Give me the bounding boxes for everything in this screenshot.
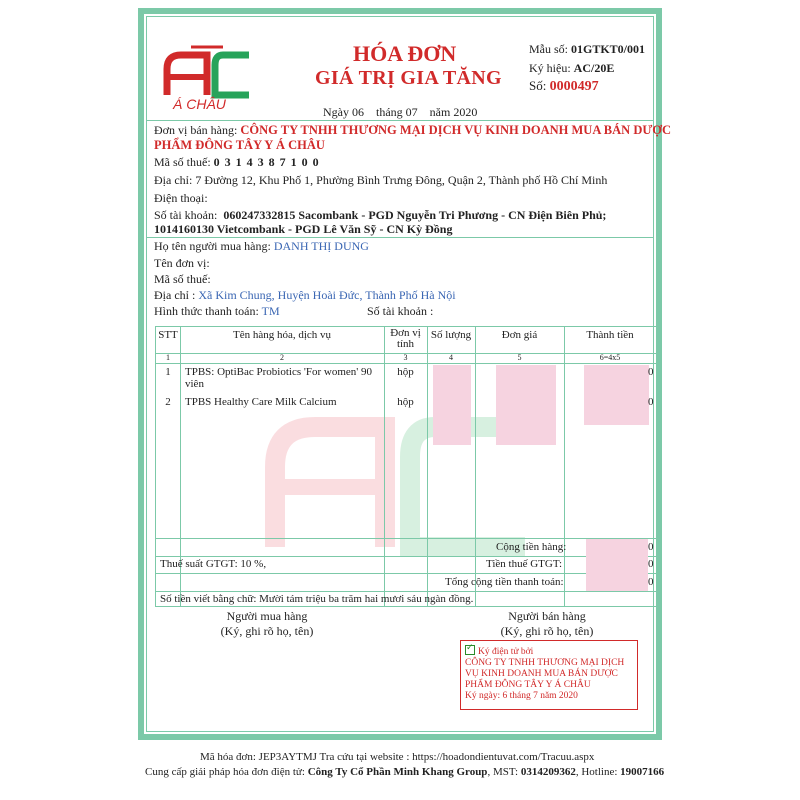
divider: [147, 237, 653, 238]
signed-by: ✓Ký điện tử bởi: [465, 644, 633, 658]
buyer-signature-title: Người mua hàng: [226, 609, 308, 623]
buyer-unit: Tên đơn vị:: [154, 256, 210, 270]
invoice-lookup-footer: Mã hóa đơn: JEP3AYTMJ Tra cứu tại website : https://hoadondientuvat.com/Tracuu.aspx: [200, 751, 595, 763]
table-row-stt: 1: [165, 366, 171, 378]
signer-line: CÔNG TY TNHH THƯƠNG MẠI DỊCH: [465, 658, 625, 668]
form-number: Mẫu số: 01GTKT0/001: [529, 42, 646, 56]
invoice-number: Số: 0000497: [529, 78, 599, 94]
total-digit: 0: [648, 541, 654, 553]
total-label: Tổng cộng tiền thanh toán:: [445, 576, 564, 588]
table-row-name: TPBS: OptiBac Probiotics 'For women' 90 viên: [185, 366, 372, 390]
redacted-quantity: [433, 365, 471, 445]
col-amount-header: Thành tiền: [586, 329, 634, 341]
col-name-header: Tên hàng hóa, dịch vụ: [232, 329, 332, 341]
sign-date: Ký ngày: 6 tháng 7 năm 2020: [465, 691, 578, 701]
table-row-name: TPBS Healthy Care Milk Calcium: [185, 396, 337, 408]
provider-footer: Cung cấp giải pháp hóa đơn điện tử: Công Ty Cổ Phần Minh Khang Group, MST: 0314209362, Hotline: 19007166: [145, 766, 665, 778]
buyer-tax-code: Mã số thuế:: [154, 272, 211, 286]
check-icon: [465, 645, 475, 655]
seller-unit-line2: PHẨM ĐÔNG TÂY Y Á CHÂU: [154, 138, 325, 152]
seller-unit: Đơn vị bán hàng: CÔNG TY TNHH THƯƠNG MẠI DỊCH VỤ KINH DOANH MUA BÁN DƯỢC: [154, 123, 672, 137]
seller-phone: Điện thoại:: [154, 191, 208, 205]
total-digit: 0: [648, 576, 654, 588]
seller-signature-title: Người bán hàng: [508, 609, 586, 623]
table-row-stt: 2: [165, 396, 171, 408]
col-index: 1: [166, 353, 170, 362]
col-index: 6=4x5: [599, 353, 621, 362]
logo-text: Á CHÂU: [173, 96, 226, 112]
redacted-unit-price: [496, 365, 556, 445]
seller-tax-code: Mã số thuế: 0 3 1 4 3 8 7 1 0 0: [154, 155, 320, 169]
col-qty-header: Số lượng: [430, 329, 472, 341]
invoice-sheet: [138, 8, 672, 740]
col-index: 2: [280, 353, 284, 362]
col-index: 5: [517, 353, 522, 362]
payment-method: Hình thức thanh toán: TM: [154, 304, 280, 318]
col-index: 4: [449, 353, 453, 362]
seller-address: Địa chỉ: 7 Đường 12, Khu Phố 1, Phường Bình Trưng Đông, Quận 2, Thành phố Hồ Chí Minh: [154, 173, 608, 187]
table-row-unit: hộp: [397, 396, 414, 408]
invoice-subtitle: GIÁ TRỊ GIA TĂNG: [315, 67, 502, 89]
col-index: 3: [403, 353, 408, 362]
vat-rate: Thuế suất GTGT: 10 %,: [160, 558, 267, 570]
invoice-inner-frame: [146, 16, 672, 732]
seller-signature-note: (Ký, ghi rõ họ, tên): [500, 624, 594, 638]
seller-account-line2: 1014160130 Vietcombank - PGD Lê Văn Sỹ - CN Kỳ Đồng: [154, 222, 453, 236]
items-table: [155, 326, 657, 607]
col-stt-header: STT: [158, 329, 178, 341]
col-price-header: Đơn giá: [501, 329, 538, 341]
table-row-unit: hộp: [397, 366, 414, 378]
col-unit-header: Đơn vị tính: [390, 327, 421, 350]
amount-in-words: Số tiền viết bằng chữ: Mười tám triệu ba trăm hai mươi sáu ngàn đồng.: [160, 593, 474, 605]
buyer-account: Số tài khoản :: [367, 304, 434, 318]
buyer-address: Địa chỉ : Xã Kim Chung, Huyện Hoài Đức, Thành Phố Hà Nội: [154, 288, 456, 302]
divider: [147, 120, 653, 121]
signer-line: PHẨM ĐÔNG TÂY Y Á CHÂU: [465, 680, 591, 690]
amount-digit: 0: [648, 366, 654, 378]
vat-amount-label: Tiền thuế GTGT:: [486, 558, 563, 570]
redacted-amount: [584, 365, 649, 425]
amount-digit: 0: [648, 396, 654, 408]
company-logo: [163, 43, 263, 113]
buyer-name: Họ tên người mua hàng: DANH THỊ DUNG: [154, 239, 369, 253]
signer-line: VỤ KINH DOANH MUA BÁN DƯỢC: [465, 669, 618, 679]
seller-account: Số tài khoản: 060247332815 Sacombank - PGD Nguyễn Tri Phương - CN Điện Biên Phủ;: [154, 208, 607, 222]
invoice-date: Ngày 06 tháng 07 năm 2020: [323, 105, 478, 119]
digital-signature-box[interactable]: [460, 640, 638, 710]
buyer-signature-note: (Ký, ghi rõ họ, tên): [220, 624, 314, 638]
invoice-title: HÓA ĐƠN: [353, 41, 457, 66]
total-digit: 0: [648, 558, 654, 570]
redacted-totals: [586, 539, 648, 591]
invoice-symbol: Ký hiệu: AC/20E: [529, 61, 615, 75]
subtotal-label: Cộng tiền hàng:: [496, 541, 567, 553]
